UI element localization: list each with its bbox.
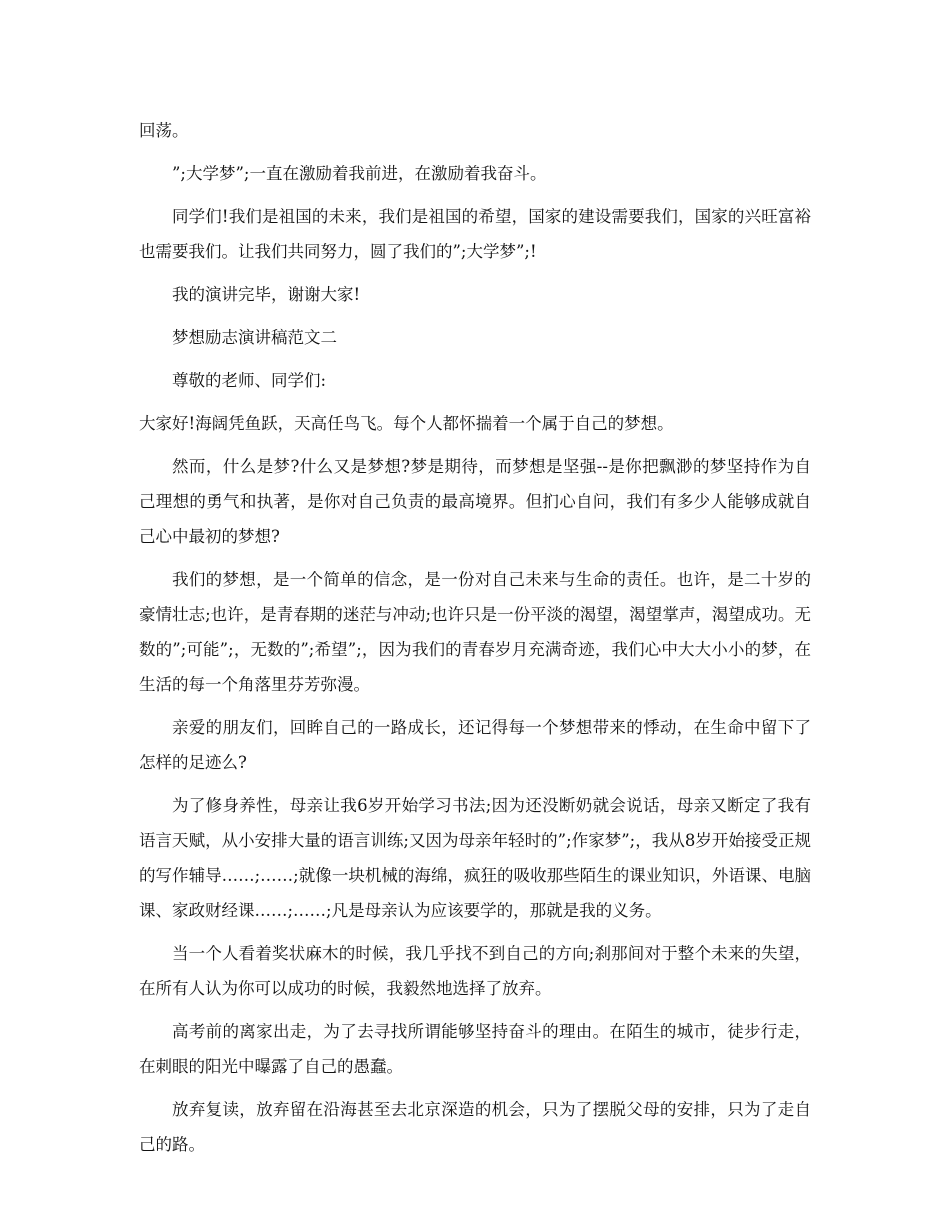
paragraph-14: 放弃复读，放弃留在沿海甚至去北京深造的机会，只为了摆脱父母的安排，只为了走自己的路。 xyxy=(139,1100,811,1154)
paragraph-9: 我们的梦想，是一个简单的信念，是一份对自己未来与生命的责任。也许，是二十岁的豪情壮志;也许，是青春期的迷茫与冲动;也许只是一份平淡的渴望，渴望掌声，渴望成功。无数的”;可能”;，无数的”;希望”;，因为我们的青春岁月充满奇迹，我们心中大大小小的梦，在生活的每一个角落里芬芳弥漫。 xyxy=(139,570,811,694)
paragraph-10: 亲爱的朋友们，回眸自己的一路成长，还记得每一个梦想带来的悸动，在生命中留下了怎样的足迹么? xyxy=(139,718,811,772)
section-title: 梦想励志演讲稿范文二 xyxy=(172,328,337,347)
paragraph-8: 然而，什么是梦?什么又是梦想?梦是期待，而梦想是坚强--是你把飘渺的梦坚持作为自己理想的勇气和执著，是你对自己负责的最高境界。但扪心自问，我们有多少人能够成就自己心中最初的梦想? xyxy=(139,457,811,546)
paragraph-4: 我的演讲完毕，谢谢大家! xyxy=(172,285,361,304)
paragraph-2: ”;大学梦”;一直在激励着我前进，在激励着我奋斗。 xyxy=(172,164,547,183)
paragraph-11: 为了修身养性，母亲让我6岁开始学习书法;因为还没断奶就会说话，母亲又断定了我有语言天赋，从小安排大量的语言训练;又因为母亲年轻时的”;作家梦”;，我从8岁开始接受正规的写作辅导……;……;就像一块机械的海绵，疯狂的吸收那些陌生的课业知识，外语课、电脑课、家政财经课……;……;凡是母亲认为应该要学的，那就是我的义务。 xyxy=(139,796,811,920)
paragraph-13: 高考前的离家出走，为了去寻找所谓能够坚持奋斗的理由。在陌生的城市，徒步行走，在刺眼的阳光中曝露了自己的愚蠢。 xyxy=(139,1022,811,1076)
paragraph-3: 同学们!我们是祖国的未来，我们是祖国的希望，国家的建设需要我们，国家的兴旺富裕也需要我们。让我们共同努力，圆了我们的”;大学梦”;! xyxy=(139,207,811,261)
paragraph-12: 当一个人看着奖状麻木的时候，我几乎找不到自己的方向;刹那间对于整个未来的失望，在所有人认为你可以成功的时候，我毅然地选择了放弃。 xyxy=(139,944,811,998)
paragraph-greeting: 大家好!海阔凭鱼跃，天高任鸟飞。每个人都怀揣着一个属于自己的梦想。 xyxy=(139,414,674,433)
salutation: 尊敬的老师、同学们: xyxy=(172,371,327,390)
paragraph-1: 回荡。 xyxy=(139,121,189,140)
